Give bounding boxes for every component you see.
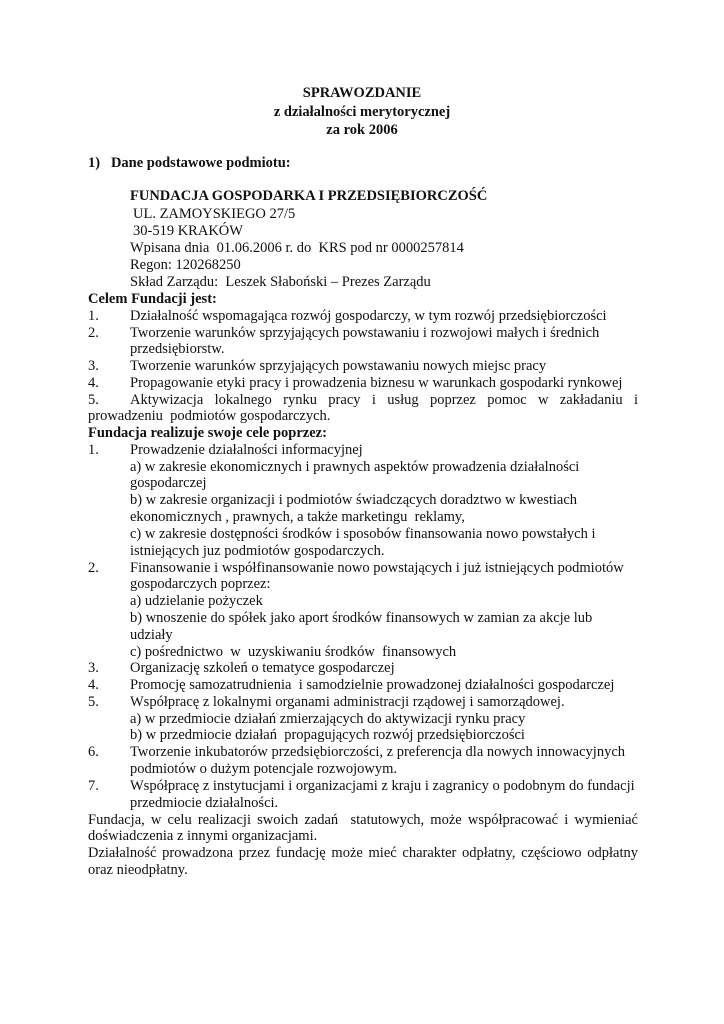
means-line: Współpracę z lokalnymi organami administracji rządowej i samorządowej. xyxy=(130,694,565,710)
means-line: udziały xyxy=(130,627,173,643)
means-line: Współpracę z instytucjami i organizacjami z kraju i zagranicy o podobnym do fundacji xyxy=(130,778,635,794)
means-line: gospodarczej xyxy=(130,475,207,491)
means-number: 3. xyxy=(88,660,99,676)
means-line: Promocję samozatrudnienia i samodzielnie prowadzonej działalności gospodarczej xyxy=(130,677,615,693)
means-number: 4. xyxy=(88,677,99,693)
goal-number: 5. xyxy=(88,392,99,408)
means-line: przedmiocie działalności. xyxy=(130,795,279,811)
goal-line: przedsiębiorstw. xyxy=(130,341,225,357)
report-year: za rok 2006 xyxy=(326,122,398,138)
goal-line: Tworzenie warunków sprzyjających powstawaniu i rozwojowi małych i średnich xyxy=(130,325,600,341)
goals-heading: Celem Fundacji jest: xyxy=(88,291,217,307)
goal-number: 3. xyxy=(88,358,99,374)
report-subtitle: z działalności merytorycznej xyxy=(273,104,451,120)
means-line: b) w zakresie organizacji i podmiotów świadczących doradztwo w kwestiach xyxy=(130,492,578,508)
goal-line: Propagowanie etyki pracy i prowadzenia biznesu w warunkach gospodarki rynkowej xyxy=(130,375,623,391)
goal-line: prowadzeniu podmiotów gospodarczych. xyxy=(88,408,331,424)
section1-heading: 1) Dane podstawowe podmiotu: xyxy=(88,155,291,171)
means-line: Tworzenie inkubatorów przedsiębiorczości, z preferencja dla nowych innowacyjnych xyxy=(130,744,626,760)
goal-line: Aktywizacja lokalnego rynku pracy i usług poprzez pomoc w zakładaniu i xyxy=(130,392,638,408)
closing-paragraph-1-line-1: Fundacja, w celu realizacji swoich zadań statutowych, może współpracować i wymieniać xyxy=(88,812,638,828)
means-number: 2. xyxy=(88,560,99,576)
foundation-board: Skład Zarządu: Leszek Słaboński – Prezes Zarządu xyxy=(130,274,431,290)
foundation-regon: Regon: 120268250 xyxy=(130,257,241,273)
means-number: 1. xyxy=(88,442,99,458)
means-line: Prowadzenie działalności informacyjnej xyxy=(130,442,363,458)
means-line: a) w zakresie ekonomicznych i prawnych aspektów prowadzenia działalności xyxy=(130,459,580,475)
goal-number: 1. xyxy=(88,308,99,324)
foundation-street: UL. ZAMOYSKIEGO 27/5 xyxy=(133,206,296,222)
means-line: c) w zakresie dostępności środków i sposobów finansowania nowo powstałych i xyxy=(130,526,596,542)
means-line: Organizację szkoleń o tematyce gospodarczej xyxy=(130,660,395,676)
means-line: a) udzielanie pożyczek xyxy=(130,593,263,609)
goal-number: 2. xyxy=(88,325,99,341)
means-line: b) w przedmiocie działań propagujących rozwój przedsiębiorczości xyxy=(130,727,525,743)
means-number: 6. xyxy=(88,744,99,760)
means-line: podmiotów o dużym potencjale rozwojowym. xyxy=(130,761,397,777)
goal-line: Tworzenie warunków sprzyjających powstawaniu nowych miejsc pracy xyxy=(130,358,547,374)
foundation-name: FUNDACJA GOSPODARKA I PRZEDSIĘBIORCZOŚĆ xyxy=(130,188,488,204)
means-line: gospodarczych poprzez: xyxy=(130,576,271,592)
foundation-city: 30-519 KRAKÓW xyxy=(133,223,243,239)
closing-paragraph-2-line-2: oraz nieodpłatny. xyxy=(88,862,188,878)
means-line: ekonomicznych , prawnych, a także marketingu reklamy, xyxy=(130,509,465,525)
goal-line: Działalność wspomagająca rozwój gospodarczy, w tym rozwój przedsiębiorczości xyxy=(130,308,607,324)
means-number: 5. xyxy=(88,694,99,710)
means-line: istniejących juz podmiotów gospodarczych. xyxy=(130,543,385,559)
report-title: SPRAWOZDANIE xyxy=(302,85,422,101)
closing-paragraph-1-line-2: doświadczenia z innymi organizacjami. xyxy=(88,828,318,844)
goal-number: 4. xyxy=(88,375,99,391)
means-number: 7. xyxy=(88,778,99,794)
means-line: a) w przedmiocie działań zmierzających do aktywizacji rynku pracy xyxy=(130,711,526,727)
foundation-krs: Wpisana dnia 01.06.2006 r. do KRS pod nr 0000257814 xyxy=(130,240,464,256)
means-line: b) wnoszenie do spółek jako aport środków finansowych w zamian za akcje lub xyxy=(130,610,593,626)
means-line: c) pośrednictwo w uzyskiwaniu środków finansowych xyxy=(130,644,457,660)
means-heading: Fundacja realizuje swoje cele poprzez: xyxy=(88,425,327,441)
means-line: Finansowanie i współfinansowanie nowo powstających i już istniejących podmiotów xyxy=(130,560,624,576)
closing-paragraph-2-line-1: Działalność prowadzona przez fundację może mieć charakter odpłatny, częściowo odpłatny xyxy=(88,845,638,861)
